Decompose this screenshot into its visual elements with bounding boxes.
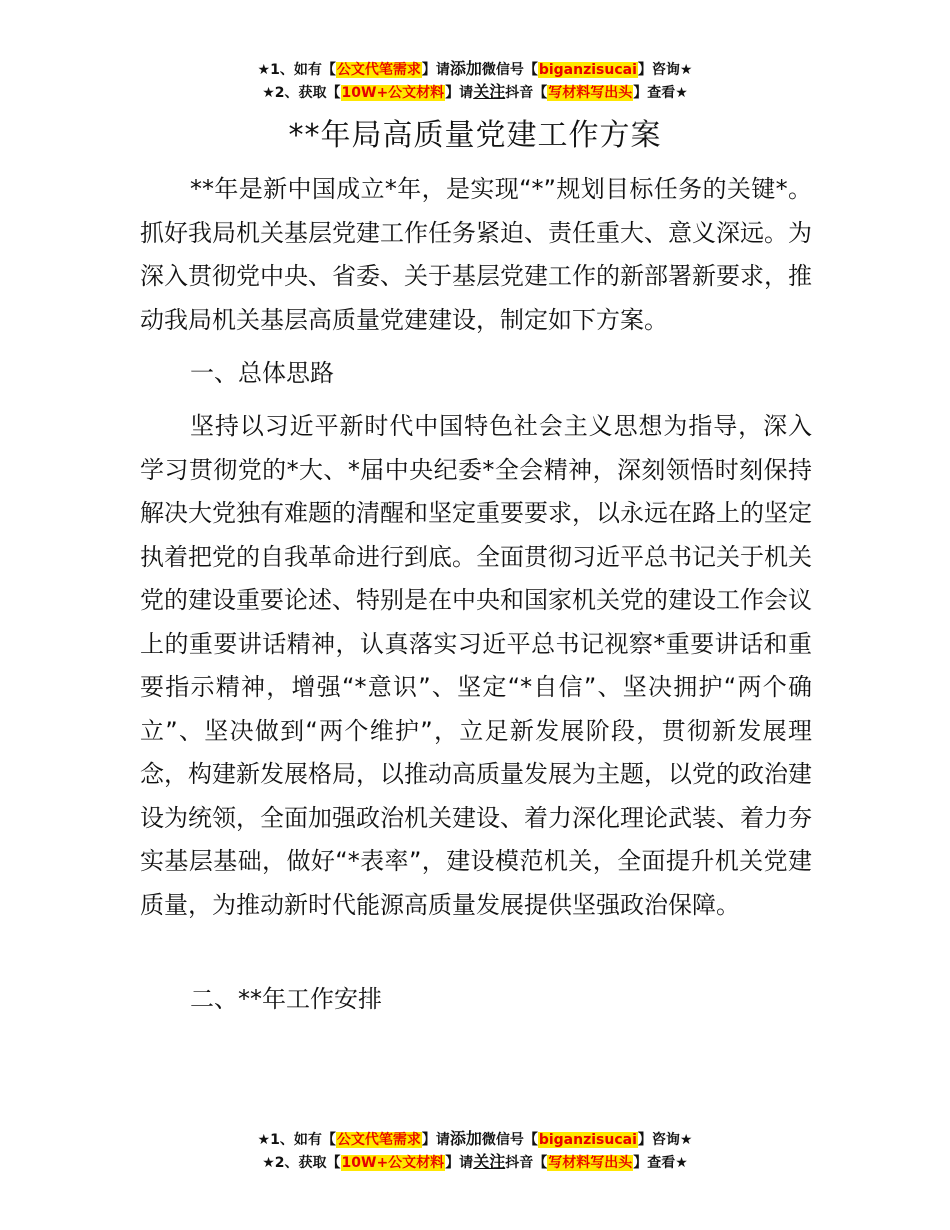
banner-text: 】请 [445,1155,474,1171]
banner-text: 】请 [421,62,450,78]
section-1-heading [140,352,812,396]
highlight-douyin: 写材料写出头 [548,85,633,101]
banner-text: ★2、获取【 [262,1155,341,1171]
section-2-heading [140,978,812,1022]
banner-text: 】咨询★ [637,62,693,78]
highlight-ghostwriting: 公文代笔需求 [336,1132,421,1148]
banner-add-text: 添加 [449,1129,482,1148]
banner-follow-text: 关注 [473,82,506,101]
banner-add-text: 添加 [449,59,482,78]
highlight-ghostwriting: 公文代笔需求 [336,62,421,78]
banner-text: 】咨询★ [637,1132,693,1148]
banner-text: ★2、获取【 [262,85,341,101]
paragraph-text: **年是新中国成立*年，是实现“*”规划目标任务的关键*。抓好我局机关基层党建工作任务紧迫、责任重大、意义深远。为深入贯彻党中央、省委、关于基层党建工作的新部署新要求，推动我局机关基层高质量党建建设，制定如下方案。 [140,175,812,334]
banner-line-2 [0,81,950,104]
banner-text: ★1、如有【 [257,1132,336,1148]
banner-text: 抖音【 [505,1155,548,1171]
intro-paragraph [140,168,812,342]
banner-text: 微信号【 [481,1132,538,1148]
banner-line-1 [0,1128,950,1151]
banner-follow-text: 关注 [473,1152,506,1171]
highlight-materials: 10W+公文材料 [341,1155,445,1171]
document-title: **年局高质量党建工作方案 [288,118,662,153]
highlight-wechat-id: biganzisucai [538,62,637,78]
paragraph-text: 坚持以习近平新时代中国特色社会主义思想为指导，深入学习贯彻党的*大、*届中央纪委*全会精神，深刻领悟时刻保持解决大党独有难题的清醒和坚定重要要求，以永远在路上的坚定执着把党的自我革命进行到底。全面贯彻习近平总书记关于机关党的建设重要论述、特别是在中央和国家机关党的建设工作会议上的重要讲话精神，认真落实习近平总书记视察*重要讲话和重要指示精神，增强“*意识”、坚定“*自信”、坚决拥护“两个确立”、坚决做到“两个维护”，立足新发展阶段，贯彻新发展理念，构建新发展格局，以推动高质量发展为主题，以党的政治建设为统领，全面加强政治机关建设、着力深化理论武装、着力夯实基层基础，做好“*表率”，建设模范机关，全面提升机关党建质量，为推动新时代能源高质量发展提供坚强政治保障。 [140,412,812,919]
highlight-materials: 10W+公文材料 [341,85,445,101]
highlight-douyin: 写材料写出头 [548,1155,633,1171]
banner-text: ★1、如有【 [257,62,336,78]
bottom-banner [0,1128,950,1174]
top-banner [0,58,950,104]
banner-line-2 [0,1151,950,1174]
banner-text: 】查看★ [633,85,688,101]
banner-text: 】请 [421,1132,450,1148]
banner-text: 】查看★ [633,1155,688,1171]
banner-text: 】请 [445,85,474,101]
heading-text: 一、总体思路 [190,359,334,387]
banner-line-1 [0,58,950,81]
section-1-paragraph [140,405,812,927]
banner-text: 抖音【 [505,85,548,101]
highlight-wechat-id: biganzisucai [538,1132,637,1148]
banner-text: 微信号【 [481,62,538,78]
heading-text: 二、**年工作安排 [190,985,382,1013]
